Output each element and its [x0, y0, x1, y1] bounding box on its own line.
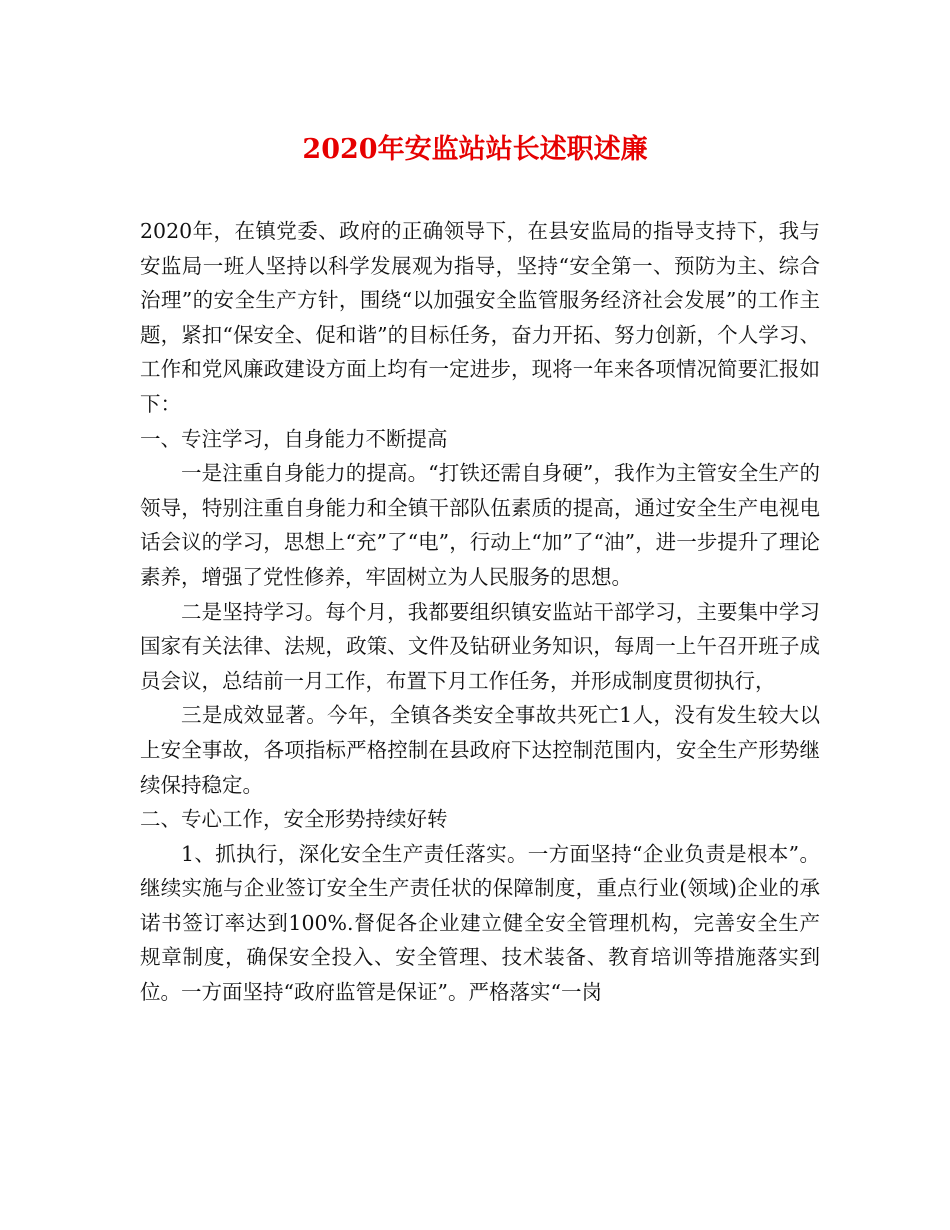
paragraph-self-improvement: 一是注重自身能力的提高。“打铁还需自身硬”，我作为主管安全生产的领导，特别注重自身能力和全镇干部队伍素质的提高，通过安全生产电视电话会议的学习，思想上“充”了“电”，行动上“加”了“油”，进一步提升了理论素养，增强了党性修养，牢固树立为人民服务的思想。 — [140, 461, 820, 589]
paragraph-intro: 2020年，在镇党委、政府的正确领导下，在县安监局的指导支持下，我与安监局一班人坚持以科学发展观为指导，坚持“安全第一、预防为主、综合治理”的安全生产方针，围绕“以加强安全监管服务经济社会发展”的工作主题，紧扣“保安全、促和谐”的目标任务，奋力开拓、努力创新，个人学习、工作和党风廉政建设方面上均有一定进步，现将一年来各项情况简要汇报如下： — [140, 219, 820, 416]
document-body — [140, 214, 820, 1010]
document-title: 2020年安监站站长述职述廉 — [302, 134, 648, 165]
section-heading-1: 一、专注学习，自身能力不断提高 — [140, 426, 448, 451]
paragraph-execution: 1、抓执行，深化安全生产责任落实。一方面坚持“企业负责是根本”。继续实施与企业签订安全生产责任状的保障制度，重点行业(领域)企业的承诺书签订率达到100%.督促各企业建立健全安全管理机构，完善安全生产规章制度，确保安全投入、安全管理、技术装备、教育培训等措施落实到位。一方面坚持“政府监管是保证”。严格落实“一岗 — [140, 841, 820, 1005]
paragraph-study: 二是坚持学习。每个月，我都要组织镇安监站干部学习，主要集中学习国家有关法律、法规，政策、文件及钻研业务知识，每周一上午召开班子成员会议，总结前一月工作，布置下月工作任务，并形成制度贯彻执行， — [140, 599, 820, 693]
section-heading-2: 二、专心工作，安全形势持续好转 — [140, 807, 448, 832]
paragraph-results: 三是成效显著。今年，全镇各类安全事故共死亡1人，没有发生较大以上安全事故，各项指标严格控制在县政府下达控制范围内，安全生产形势继续保持稳定。 — [140, 703, 820, 797]
